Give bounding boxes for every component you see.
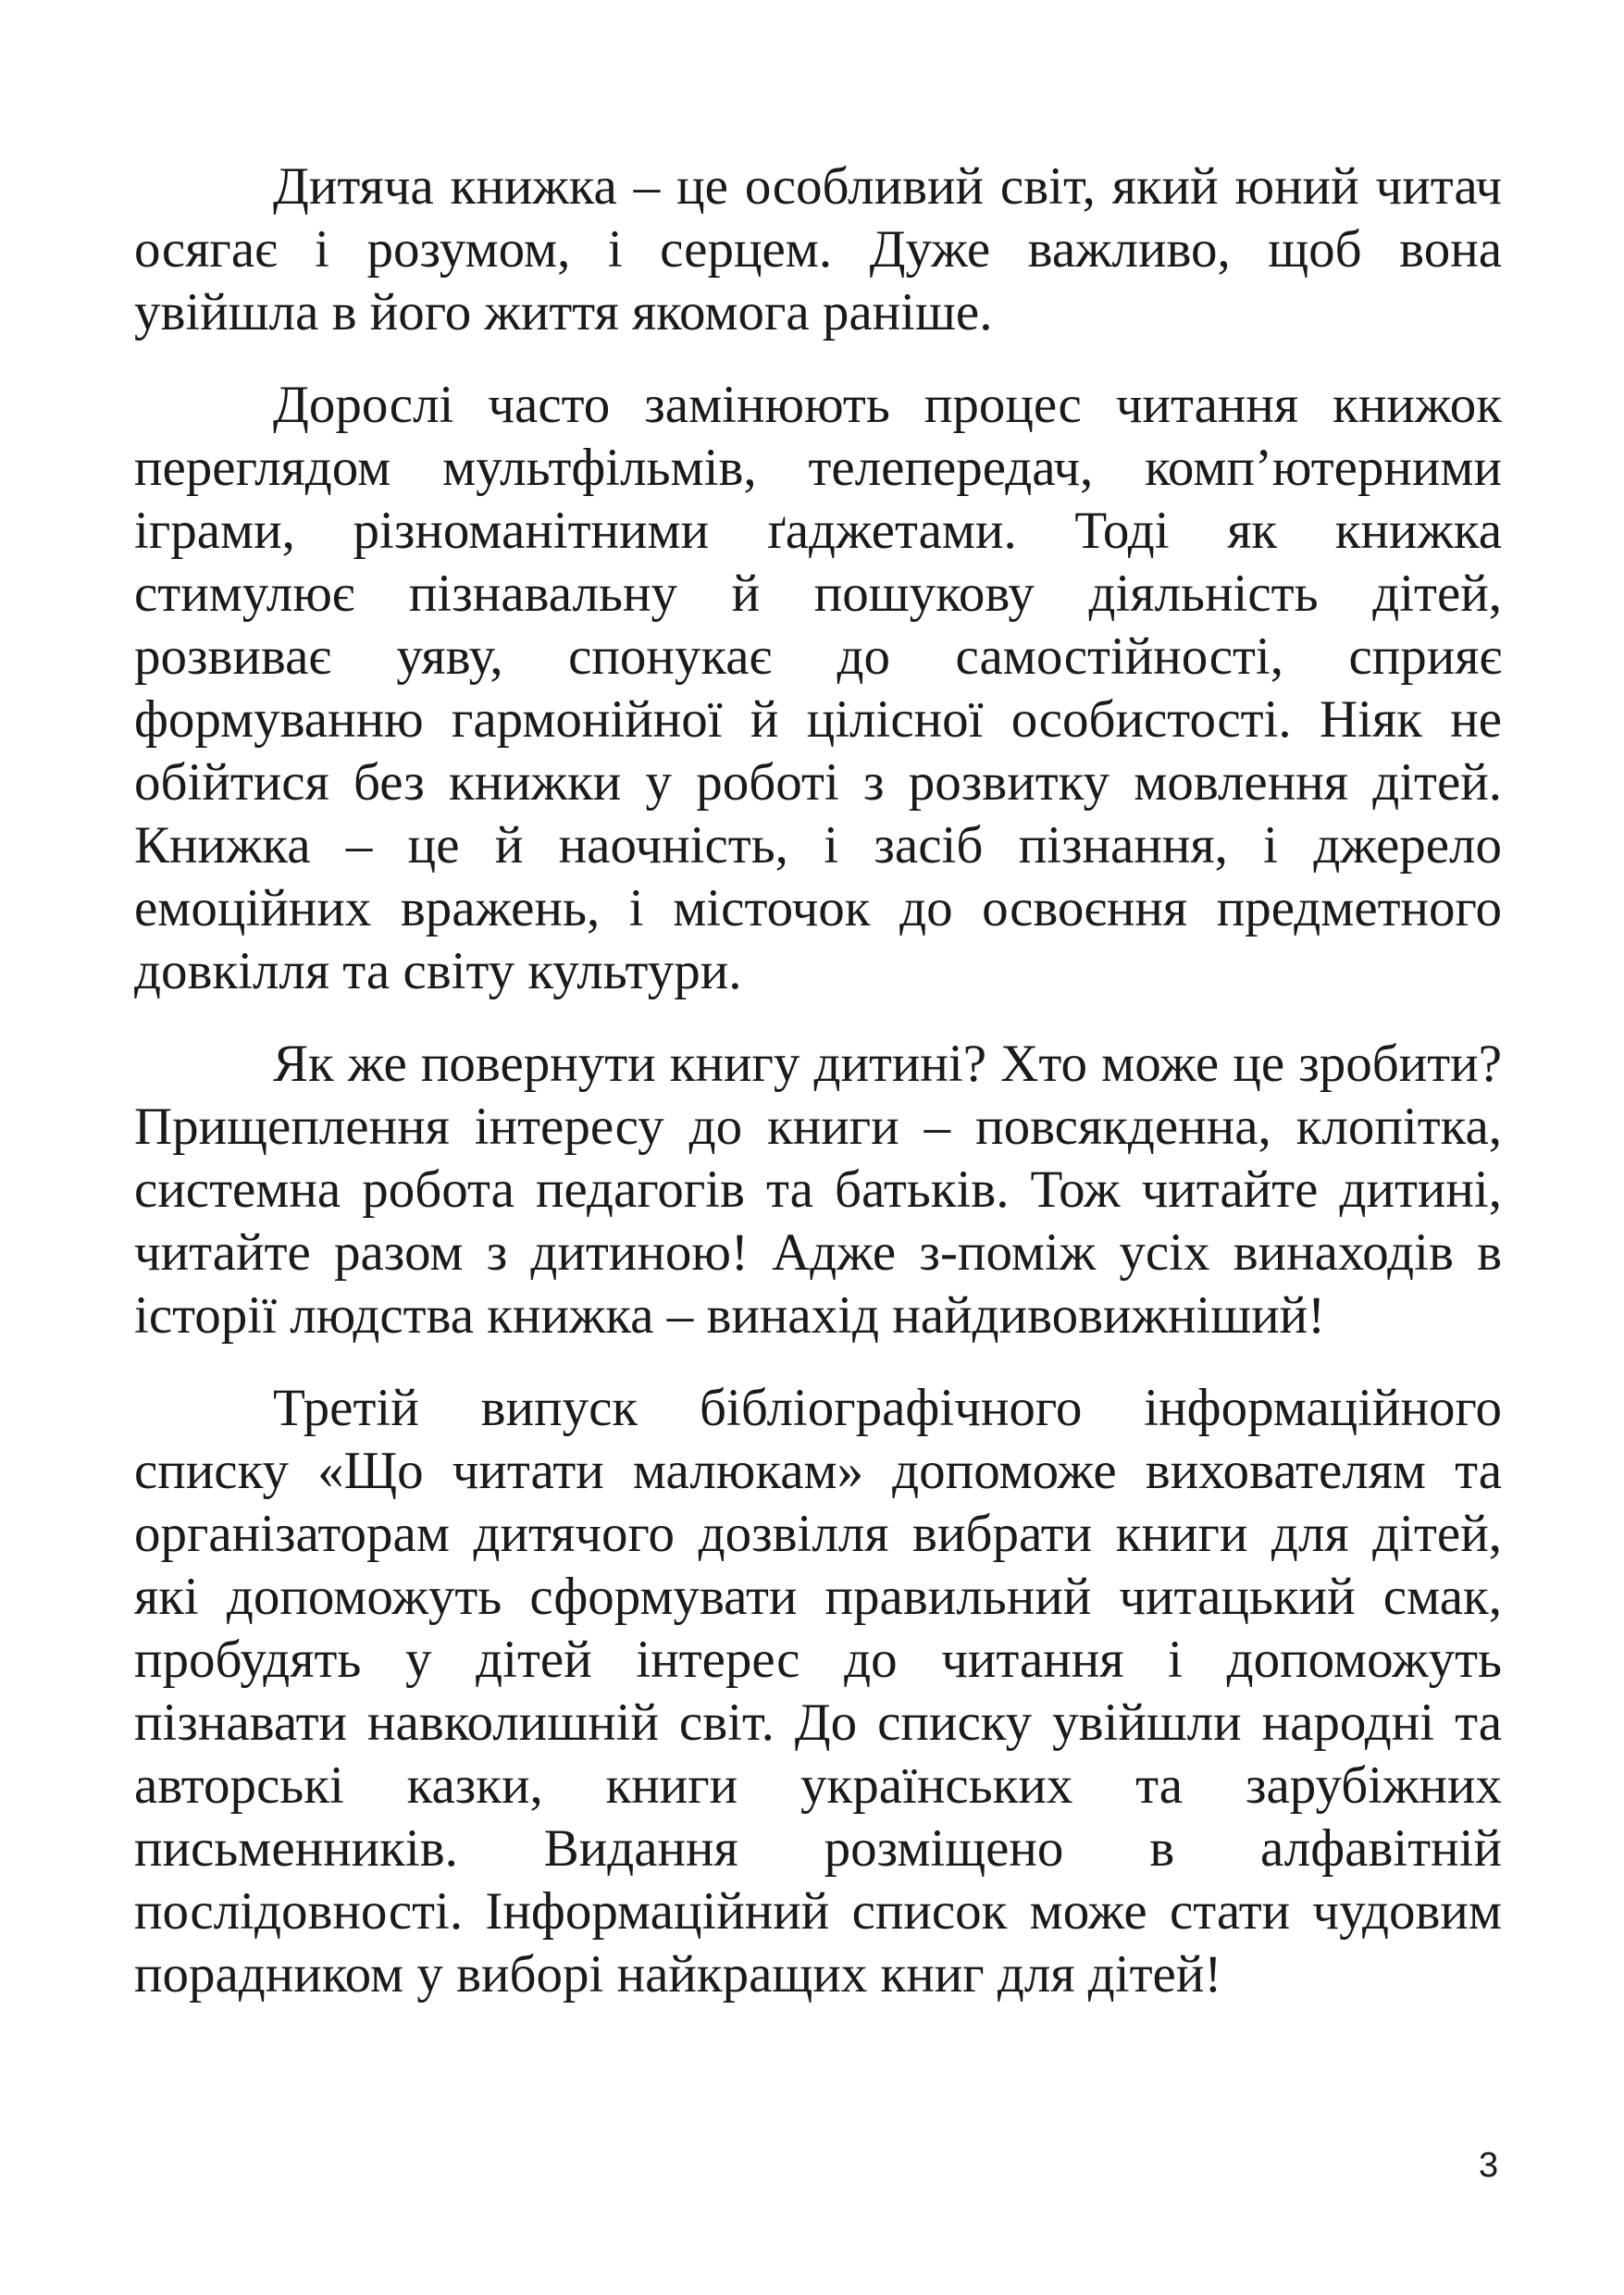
paragraph-2: Дорослі часто замінюють процес читання книжок переглядом мультфільмів, телепередач, комп’ютерними іграми, різноманітними ґаджетами. Тоді як книжка стимулює пізнавальну й пошукову діяльність дітей, розвиває уяву, спонукає до самостійності, сприяє формуванню гармонійної й цілісної особистості. Ніяк не обійтися без книжки у роботі з розвитку мовлення дітей. Книжка – це й наочність, і засіб пізнання, і джерело емоційних вражень, і місточок до освоєння предметного довкілля та світу культури. (134, 376, 1502, 1000)
body-text (134, 155, 1502, 2036)
paragraph-3: Як же повернути книгу дитині? Хто може це зробити? Прищеплення інтересу до книги – повсякденна, клопітка, системна робота педагогів та батьків. Тож читайте дитині, читайте разом з дитиною! Адже з-поміж усіх винаходів в історії людства книжка – винахід найдивовижніший! (134, 1035, 1502, 1345)
page-number: 3 (1479, 2146, 1499, 2185)
paragraph-1: Дитяча книжка – це особливий світ, який юний читач осягає і розумом, і серцем. Дуже важливо, щоб вона увійшла в його життя якомога раніше. (134, 157, 1502, 341)
paragraph-4: Третій випуск бібліографічного інформаційного списку «Що читати малюкам» допоможе вихователям та організаторам дитячого дозвілля вибрати книги для дітей, які допоможуть сформувати правильний читацький смак, пробудять у дітей інтерес до читання і допоможуть пізнавати навколишній світ. До списку увійшли народні та авторські казки, книги українських та зарубіжних письменників. Видання розміщено в алфавітній послідовності. Інформаційний список може стати чудовим порадником у виборі найкращих книг для дітей! (134, 1379, 1502, 2003)
